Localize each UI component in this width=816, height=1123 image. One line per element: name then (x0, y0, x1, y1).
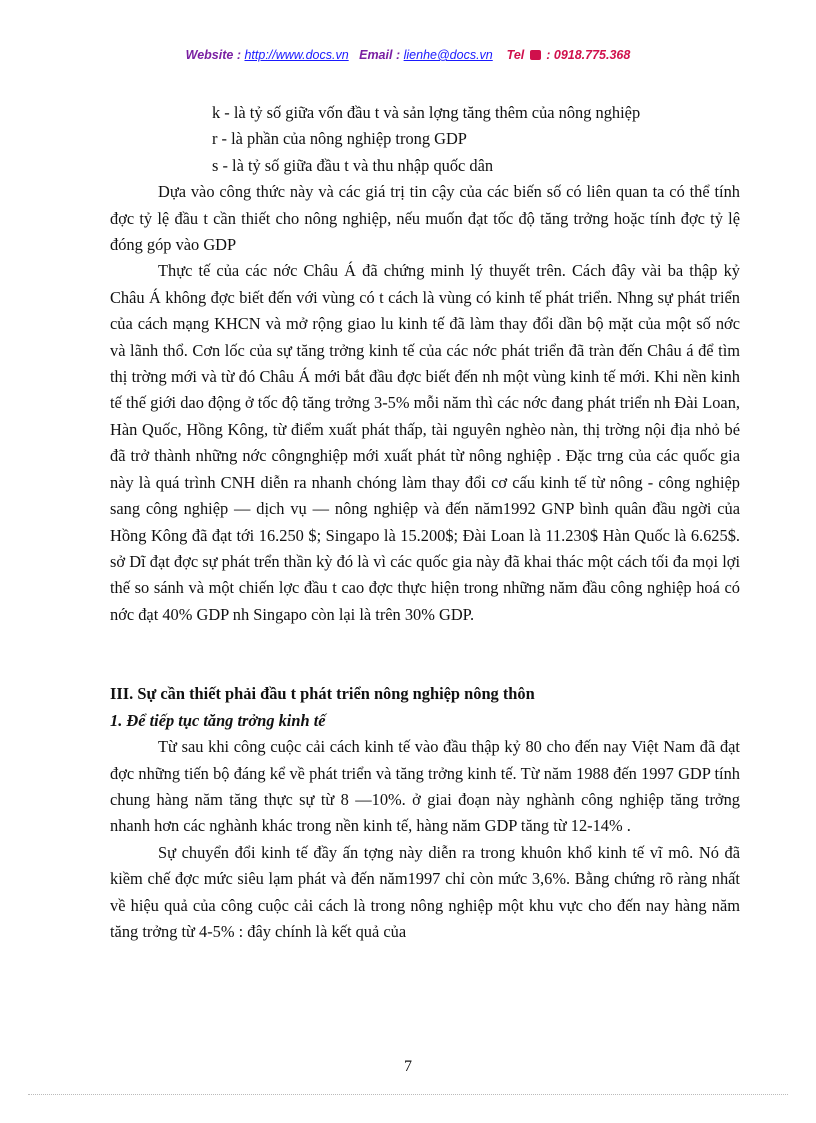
section-heading: III. Sự cần thiết phải đầu t phát triển nông nghiệp nông thôn (110, 684, 535, 704)
paragraph-formula: Dựa vào công thức này và các giá trị tin cậy của các biến số có liên quan ta có thể tính đợc tỷ lệ đầu t cần thiết cho nông nghiệp, nếu muốn đạt tốc độ tăng trởng hoặc tính đợc tỷ lệ đóng góp vào GDP (110, 182, 740, 255)
phone-icon (530, 50, 541, 60)
website-label: Website : (185, 48, 241, 62)
paragraph-transition: Sự chuyển đổi kinh tế đầy ấn tợng này diễn ra trong khuôn khổ kinh tế vĩ mô. Nó đã kiềm chế đợc mức siêu lạm phát và đến năm1997 chỉ còn mức 3,6%. Bằng chứng rõ ràng nhất về hiệu quả của công cuộc cải cách là trong nông nghiệp một khu vực cho đến nay hàng năm tăng trởng từ 4-5% : đây chính là kết quả của (110, 842, 740, 941)
spacer (110, 628, 740, 680)
definition-s: s - là tỷ số giữa đầu t và thu nhập quốc dân (212, 155, 494, 175)
page-number: 7 (404, 1058, 412, 1075)
subsection-heading: 1. Để tiếp tục tăng trởng kinh tế (110, 711, 326, 731)
page-header (0, 48, 816, 62)
website-link[interactable]: http://www.docs.vn (244, 48, 349, 62)
tel-label: Tel (506, 48, 525, 62)
paragraph-asia: Thực tế của các nớc Châu Á đã chứng minh lý thuyết trên. Cách đây vài ba thập kỷ Châu Á không đợc biết đến với vùng có t cách là vùng có kinh tế phát triển. Nhng sự phát triển của cách mạng KHCN và mở rộng giao lu kinh tế đã làm thay đổi dần bộ mặt của một số nớc và lãnh thổ. Cơn lốc của sự tăng trởng kinh tế của các nớc phát triển đã tràn đến Châu á để tìm thị trờng mới và từ đó Châu Á mới bắt đầu đợc biết đến nh một vùng kinh tế mới. Khi nền kinh tế thế giới dao động ở tốc độ tăng trởng 3-5% mỗi năm thì các nớc đang phát triển nh Đài Loan, Hàn Quốc, Hồng Kông, từ điểm xuất phát thấp, tài nguyên nghèo nàn, thị trờng nội địa nhỏ bé đã trở thành những nớc côngnghiệp mới xuất phát từ nông nghiệp . Đặc trng của các quốc gia này là quá trình CNH diễn ra nhanh chóng làm thay đổi cơ cấu kinh tế từ nông - công nghiệp sang công nghiệp — dịch vụ — nông nghiệp và đến năm1992 GNP bình quân đầu ngời của Hồng Kông đã đạt tới 16.250 $; Singapo là 15.200$; Đài Loan là 11.230$ Hàn Quốc là 6.625$. sở Dĩ đạt đợc sự phát trển thần kỳ đó là vì các quốc gia này đã khai thác một cách tối đa mọi lợi thế so sánh và một chiến lợc đầu t cao đợc thực hiện trong những năm đầu công nghiệp hoá có nớc đạt 40% GDP nh Singapo còn lại là trên 30% GDP. (110, 261, 740, 624)
page-body (110, 100, 740, 945)
tel-value: : 0918.775.368 (546, 48, 631, 62)
email-link[interactable]: lienhe@docs.vn (403, 48, 493, 62)
email-separator: : (395, 48, 401, 62)
definition-r: r - là phần của nông nghiệp trong GDP (212, 129, 467, 149)
definition-k: k - là tỷ số giữa vốn đầu t và sản lợng tăng thêm của nông nghiệp (212, 103, 641, 122)
footer-divider (28, 1094, 788, 1095)
email-label: Email (359, 48, 393, 62)
paragraph-growth: Từ sau khi công cuộc cải cách kinh tế vào đầu thập kỷ 80 cho đến nay Việt Nam đã đạt đợc những tiến bộ đáng kể về phát triển và tăng trởng kinh tế. Từ năm 1988 đến 1997 GDP tính chung hàng năm tăng thực sự từ 8 —10%. ở giai đoạn này nghành công nghiệp tăng trởng nhanh hơn các nghành khác trong nền kinh tế, hàng năm GDP tăng từ 12-14% . (110, 737, 740, 836)
